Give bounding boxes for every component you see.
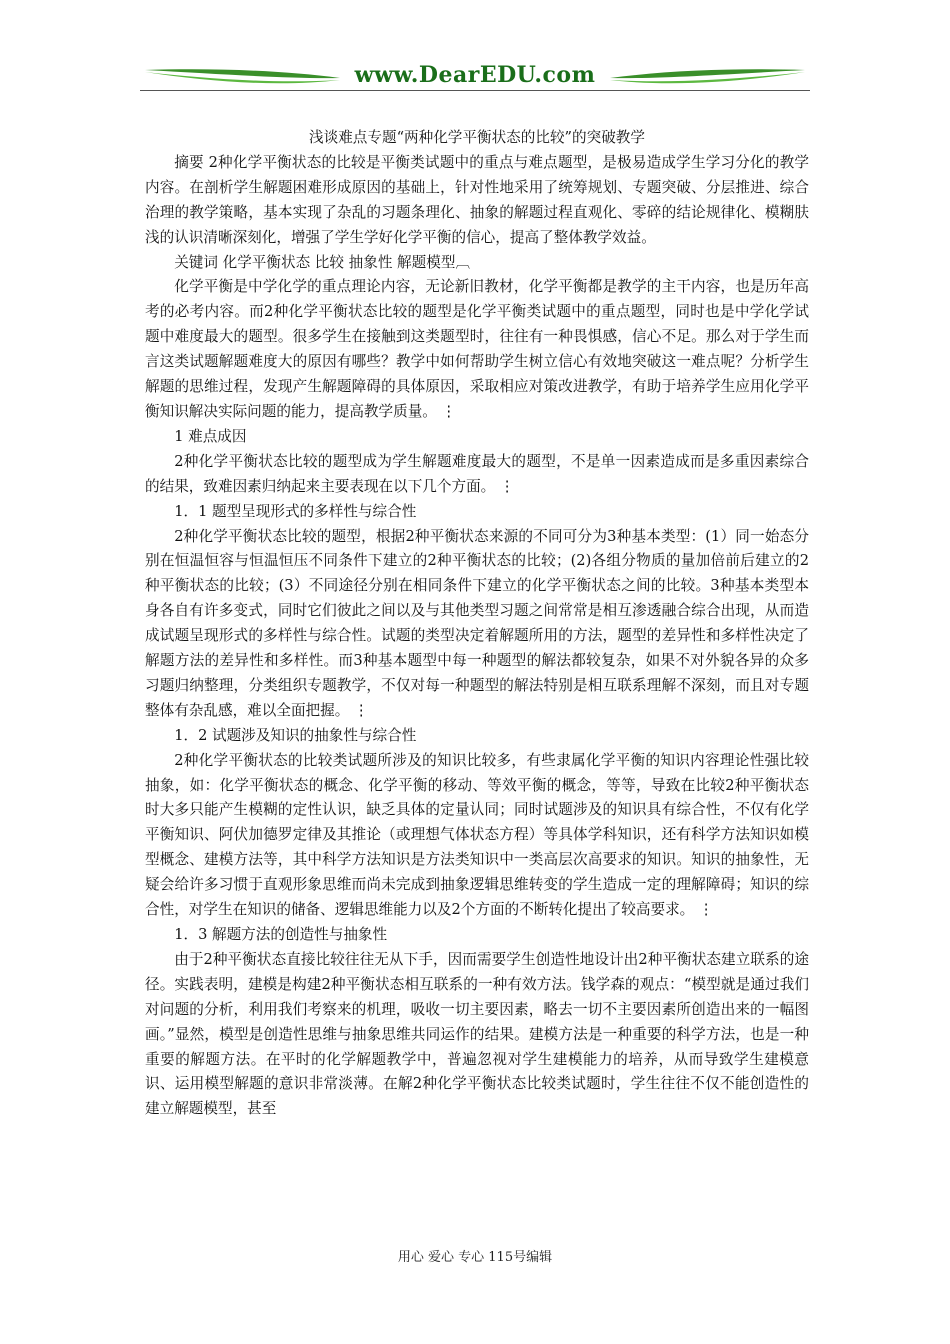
document-body [145,126,809,1122]
subsection-heading: 1．3 解题方法的创造性与抽象性 [174,926,388,943]
subsection-heading: 1．2 试题涉及知识的抽象性与综合性 [174,726,417,744]
keywords-marker: ︹ [455,253,471,271]
document-title: 浅谈难点专题“两种化学平衡状态的比较”的突破教学 [309,129,645,146]
section1-text: 2种化学平衡状态比较的题型成为学生解题难度最大的题型，不是单一因素造成而是多重因素综合的结果，致难因素归纳起来主要表现在以下几个方面。 [145,452,809,495]
paragraph-marker: ⋮ [441,402,457,420]
intro-paragraph [145,275,809,424]
paragraph-marker: ⋮ [353,701,369,719]
paragraph-marker: ⋮ [698,901,714,919]
page-footer: 用心 爱心 专心 115号编辑 [397,1250,553,1265]
subsection-heading: 1．1 题型呈现形式的多样性与综合性 [174,502,417,520]
site-header [140,58,810,98]
abstract-paragraph: 摘要 2种化学平衡状态的比较是平衡类试题中的重点与难点题型，是极易造成学生学习分化的教学内容。在剖析学生解题困难形成原因的基础上，针对性地采用了统筹规划、专题突破、分层推进、综合治理的教学策略，基本实现了杂乱的习题条理化、抽象的解题过程直观化、零碎的结论规律化、模糊肤浅的认识清晰深刻化，增强了学生学好化学平衡的信心，提高了整体教学效益。 [145,153,809,246]
subsection1-text: 2种化学平衡状态比较的题型，根据2种平衡状态来源的不同可分为3种基本类型：(1）同一始态分别在恒温恒容与恒温恒压不同条件下建立的2种平衡状态的比较；(2)各组分物质的量加倍前后建立的2种平衡状态的比较；(3）不同途径分别在相同条件下建立的化学平衡状态之间的比较。3种基本类型本身各自有许多变式，同时它们彼此之间以及与其他类型习题之间常常是相互渗透融合综合出现，从而造成试题呈现形式的多样性与综合性。试题的类型决定着解题所用的方法，题型的差异性和多样性决定了解题方法的差异性和多样性。而3种基本题型中每一种题型的解法都较复杂，如果不对外貌各异的众多习题归纳整理，分类组织专题教学，不仅对每一种题型的解法特别是相互联系理解不深刻，而且对专题整体有杂乱感，难以全面把握。 [145,527,809,719]
header-divider [140,90,810,91]
keywords-paragraph [145,251,809,276]
subsection1-paragraph [145,525,809,724]
subsection2-text: 2种化学平衡状态的比较类试题所涉及的知识比较多，有些隶属化学平衡的知识内容理论性强比较抽象，如：化学平衡状态的概念、化学平衡的移动、等效平衡的概念，等等，导致在比较2种平衡状态时大多只能产生模糊的定性认识，缺乏具体的定量认同；同时试题涉及的知识具有综合性，不仅有化学平衡知识、阿伏加德罗定律及其推论（或理想气体状态方程）等具体学科知识，还有科学方法知识如模型概念、建模方法等，其中科学方法知识是方法类知识中一类高层次高要求的知识。知识的抽象性，无疑会给许多习惯于直观形象思维而尚未完成到抽象逻辑思维转变的学生造成一定的理解障碍；知识的综合性，对学生在知识的储备、逻辑思维能力以及2个方面的不断转化提出了较高要求。 [145,751,809,919]
subsection2-paragraph [145,749,809,923]
keywords-text: 关键词 化学平衡状态 比较 抽象性 解题模型 [174,253,456,271]
intro-text: 化学平衡是中学化学的重点理论内容，无论新旧教材，化学平衡都是教学的主干内容，也是历年高考的必考内容。而2种化学平衡状态比较的题型是化学平衡类试题中的重点题型，同时也是中学化学试题中难度最大的题型。很多学生在接触到这类题型时，往往有一种畏惧感，信心不足。那么对于学生而言这类试题解题难度大的原因有哪些？教学中如何帮助学生树立信心有效地突破这一难点呢？分析学生解题的思维过程，发现产生解题障碍的具体原因，采取相应对策改进教学，有助于培养学生应用化学平衡知识解决实际问题的能力，提高教学质量。 [145,278,809,420]
section-heading: 1 难点成因 [174,427,247,445]
section1-paragraph [145,450,809,500]
subsection3-paragraph: 由于2种平衡状态直接比较往往无从下手，因而需要学生创造性地设计出2种平衡状态建立联系的途径。实践表明，建模是构建2种平衡状态相互联系的一种有效方法。钱学森的观点：“模型就是通过我们对问题的分析，利用我们考察来的机理，吸收一切主要因素，略去一切不主要因素所创造出来的一幅图画。”显然，模型是创造性思维与抽象思维共同运作的结果。建模方法是一种重要的科学方法，也是一种重要的解题方法。在平时的化学解题教学中，普遍忽视对学生建模能力的培养，从而导致学生建模意识、运用模型解题的意识非常淡薄。在解2种化学平衡状态比较类试题时，学生往往不仅不能创造性的建立解题模型，甚至 [145,950,809,1118]
paragraph-marker: ⋮ [499,477,515,495]
site-logo: www.DearEDU.com [354,62,596,88]
